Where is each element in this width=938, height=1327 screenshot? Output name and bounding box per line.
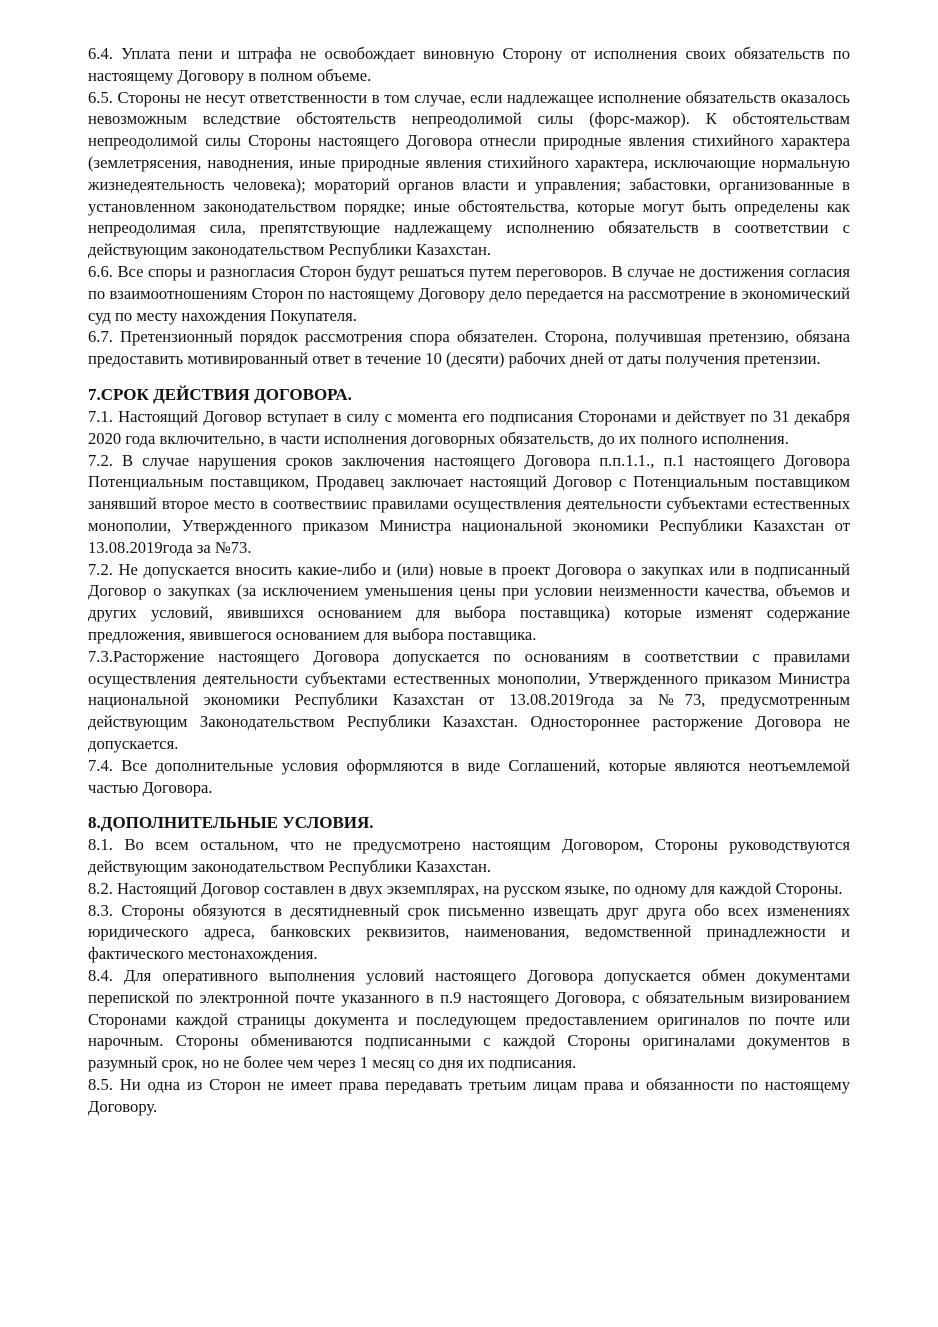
clause-8-4: 8.4. Для оперативного выполнения условий настоящего Договора допускается обмен документами перепиской по электронной почте указанного в п.9 настоящего Договора, с обязательным визированием Сторонами каждой страницы документа и последующем предоставлением оригиналов по почте или нарочным. Стороны обмениваются подписанными с каждой Стороны оригиналами документов в разумный срок, но не более чем через 1 месяц со дня их подписания. [88,966,850,1073]
section-6-continued [88,43,850,370]
clause-8-1: 8.1. Во всем остальном, что не предусмотрено настоящим Договором, Стороны руководствуются действующим законодательством Республики Казахстан. [88,835,850,877]
clause-6-4: 6.4. Уплата пени и штрафа не освобождает виновную Сторону от исполнения своих обязательств по настоящему Договору в полном объеме. [88,44,850,85]
clause-6-7: 6.7. Претензионный порядок рассмотрения спора обязателен. Сторона, получившая претензию, обязана предоставить мотивированный ответ в течение 10 (десяти) рабочих дней от даты получения претензии. [88,327,850,369]
document-page [88,43,850,1118]
clause-8-2: 8.2. Настоящий Договор составлен в двух экземплярах, на русском языке, по одному для каждой Стороны. [88,878,843,898]
clause-8-5: 8.5. Ни одна из Сторон не имеет права передавать третьим лицам права и обязанности по настоящему Договору. [88,1075,850,1116]
clause-7-3: 7.3.Расторжение настоящего Договора допускается по основаниям в соответствии с правилами осуществления деятельности субъектами естественных монополии, Утвержденного приказом Министра национальной экономики Республики Казахстан от 13.08.2019года за №73, предусмотренным действующим Законодательством Республики Казахстан. Одностороннее расторжение Договора не допускается. [88,646,850,753]
clause-6-6: 6.6. Все споры и разногласия Сторон будут решаться путем переговоров. В случае не достижения согласия по взаимоотношениям Сторон по настоящему Договору дело передается на рассмотрение в экономический суд по месту нахождения Покупателя. [88,261,850,325]
section-7-term [88,384,850,798]
clause-7-2a: 7.2. В случае нарушения сроков заключения настоящего Договора п.п.1.1., п.1 настоящего Договора Потенциальным поставщиком, Продавец заключает настоящий Договор с Потенциальным поставщиком занявший второе место в соотвествиис правилами осуществления деятельности субъектами естественных монополии, Утвержденного приказом Министра национальной экономики Республики Казахстан от 13.08.2019года за №73. [88,450,850,557]
clause-7-2b: 7.2. Не допускается вносить какие-либо и (или) новые в проект Договора о закупках или в подписанный Договор о закупках (за исключением уменьшения цены при условии неизменности качества, объемов и других условий, явившихся основанием для выбора поставщика) которые изменят содержание предложения, явившегося основанием для выбора поставщика. [88,559,850,644]
section-8-additional [88,812,850,1117]
clause-7-4: 7.4. Все дополнительные условия оформляются в виде Соглашений, которые являются неотъемлемой частью Договора. [88,755,850,797]
clause-7-1: 7.1. Настоящий Договор вступает в силу с момента его подписания Сторонами и действует по 31 декабря 2020 года включительно, в части исполнения договорных обязательств, до их полного исполнения. [88,406,850,448]
section-heading: 8.ДОПОЛНИТЕЛЬНЫЕ УСЛОВИЯ. [88,813,374,833]
clause-6-5: 6.5. Стороны не несут ответственности в том случае, если надлежащее исполнение обязательств оказалось невозможным вследствие обстоятельств непреодолимой силы (форс-мажор). К обстоятельствам непреодолимой силы Стороны настоящего Договора отнесли природные явления стихийного характера (землетрясения, наводнения, иные природные явления стихийного характера, исключающие нормальную жизнедеятельность человека); мораторий органов власти и управления; забастовки, организованные в установленном законодательством порядке; иные обстоятельства, которые могут быть определены как непреодолимая сила, препятствующие надлежащему исполнению обязательств в соответствии с действующим законодательством Республики Казахстан. [88,87,850,260]
section-heading: 7.СРОК ДЕЙСТВИЯ ДОГОВОРА. [88,384,352,404]
clause-8-3: 8.3. Стороны обязуются в десятидневный срок письменно извещать друг друга обо всех изменениях юридического адреса, банковских реквизитов, наименования, ведомственной принадлежности и фактического местонахождения. [88,900,850,964]
